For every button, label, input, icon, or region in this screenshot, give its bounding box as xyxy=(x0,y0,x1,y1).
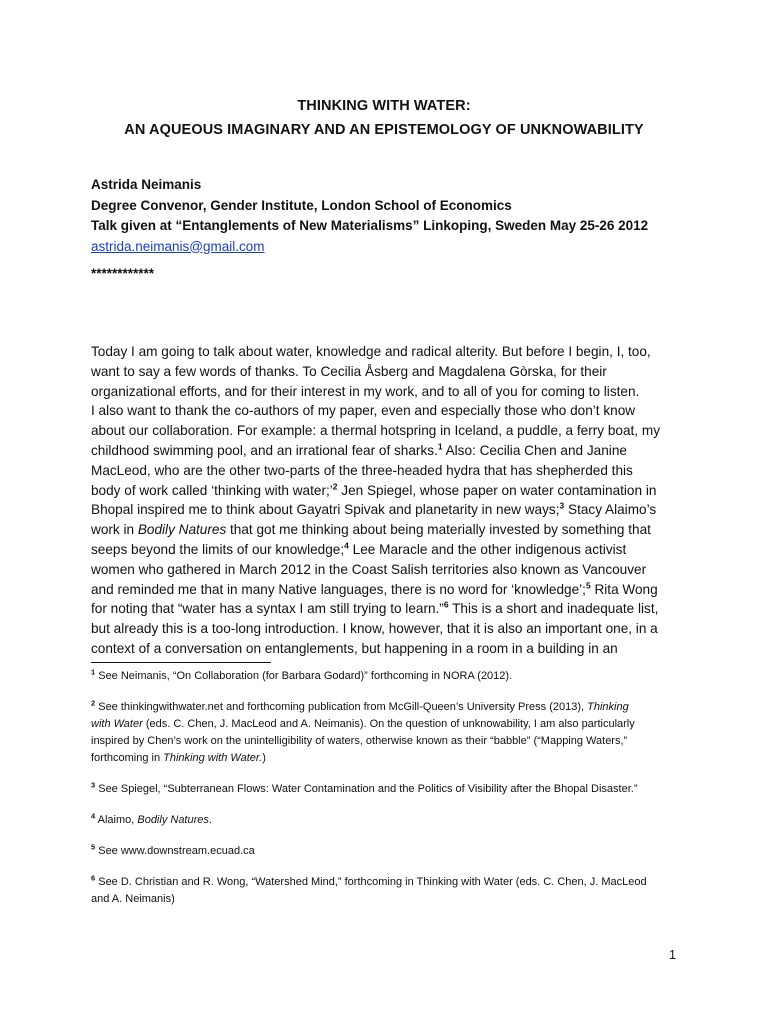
footnote-6: $^6$ See D. Christian and R. Wong, “Watershed Mind,” forthcoming in Thinking with Water (eds. C. Chen, J. MacLeod and A. Neimanis) xyxy=(91,873,647,905)
body-line: but already this is a too-long introduction. I know, however, that it is also an important one, in a xyxy=(91,621,658,637)
talk-info: Talk given at “Entanglements of New Materialisms” Linkoping, Sweden May 25-26 2012 xyxy=(91,218,649,233)
author-email-link[interactable]: astrida.neimanis@gmail.com xyxy=(91,238,265,254)
body-line: body of work called ‘thinking with water;’$^2$ Jen Spiegel, whose paper on water contamination in xyxy=(91,481,657,498)
body-line: and reminded me that in many Native languages, there is no word for ‘knowledge’;$^5$ Rita Wong xyxy=(91,580,658,597)
document-title xyxy=(0,94,768,142)
page-number: 1 xyxy=(669,948,676,962)
footnote-divider xyxy=(91,662,271,663)
body-line: about our collaboration. For example: a thermal hotspring in Iceland, a puddle, a ferry boat, my xyxy=(91,423,660,439)
body-line: MacLeod, who are the other two-parts of the three-headed hydra that has shepherded this xyxy=(91,462,633,478)
body-line: for noting that “water has a syntax I am still trying to learn.”$^6$ This is a short and inadequate list, xyxy=(91,599,659,617)
author-name: Astrida Neimanis xyxy=(91,177,202,192)
footnote-ref-2[interactable]: 2 xyxy=(332,481,338,492)
footnote-ref-1[interactable]: 1 xyxy=(437,441,443,452)
footnote-ref-5[interactable]: 5 xyxy=(585,580,591,591)
body-line: childhood swimming pool, and an irrational fear of sharks.$^1$ Also: Cecilia Chen and Janine xyxy=(91,441,627,458)
footnote-ref-3[interactable]: 3 xyxy=(559,500,565,511)
author-block xyxy=(91,175,648,257)
footnote-2: $^2$ See thinkingwithwater.net and forthcoming publication from McGill-Queen’s University Press (2013), Thinking with Water (eds. C. Chen, J. MacLeod and A. Neimanis). On the question of unknowability, I am also particularly inspired by Chen’s work on the unintelligibility of waters, otherwise known as their “babble” (“Mapping Waters,” forthcoming in Thinking with Water.) xyxy=(91,698,635,764)
body-line: I also want to thank the co-authors of my paper, even and especially those who don’t know xyxy=(91,403,636,419)
body-line: Today I am going to talk about water, knowledge and radical alterity. But before I begin, I, too, xyxy=(91,344,651,359)
body-line: context of a conversation on entanglements, but happening in a room in a building in an xyxy=(91,640,618,656)
section-separator: ************ xyxy=(91,266,155,281)
footnotes xyxy=(91,668,691,922)
body-line: want to say a few words of thanks. To Cecilia Åsberg and Magdalena Gòrska, for their xyxy=(91,363,607,379)
body-line: women who gathered in March 2012 in the Coast Salish territories also known as Vancouver xyxy=(91,561,647,577)
footnote-ref-6[interactable]: 6 xyxy=(443,599,449,610)
body-line: work in Bodily Natures that got me thinking about being materially invested by something that xyxy=(91,522,651,538)
body-paragraph xyxy=(91,342,681,659)
title-line-1: THINKING WITH WATER: xyxy=(297,98,471,114)
footnote-5: $^5$ See www.downstream.ecuad.ca xyxy=(91,842,255,857)
title-line-2: AN AQUEOUS IMAGINARY AND AN EPISTEMOLOGY OF UNKNOWABILITY xyxy=(124,122,644,138)
body-line: Bhopal inspired me to think about Gayatri Spivak and planetarity in new ways;$^3$ Stacy Alaimo’s xyxy=(91,500,657,518)
footnote-3: $^3$ See Spiegel, “Subterranean Flows: Water Contamination and the Politics of Visibility after the Bhopal Disaster.” xyxy=(91,780,638,795)
footnote-ref-4[interactable]: 4 xyxy=(344,540,349,551)
footnote-4: $^4$ Alaimo, Bodily Natures. xyxy=(91,811,212,826)
body-line: seeps beyond the limits of our knowledge;$^4$ Lee Maracle and the other indigenous activist xyxy=(91,540,627,557)
footnote-1: $^1$ See Neimanis, “On Collaboration (for Barbara Godard)” forthcoming in NORA (2012). xyxy=(91,667,513,682)
author-affiliation: Degree Convenor, Gender Institute, London School of Economics xyxy=(91,197,512,213)
body-line: organizational efforts, and for their interest in my work, and to all of you for coming to listen. xyxy=(91,383,640,399)
